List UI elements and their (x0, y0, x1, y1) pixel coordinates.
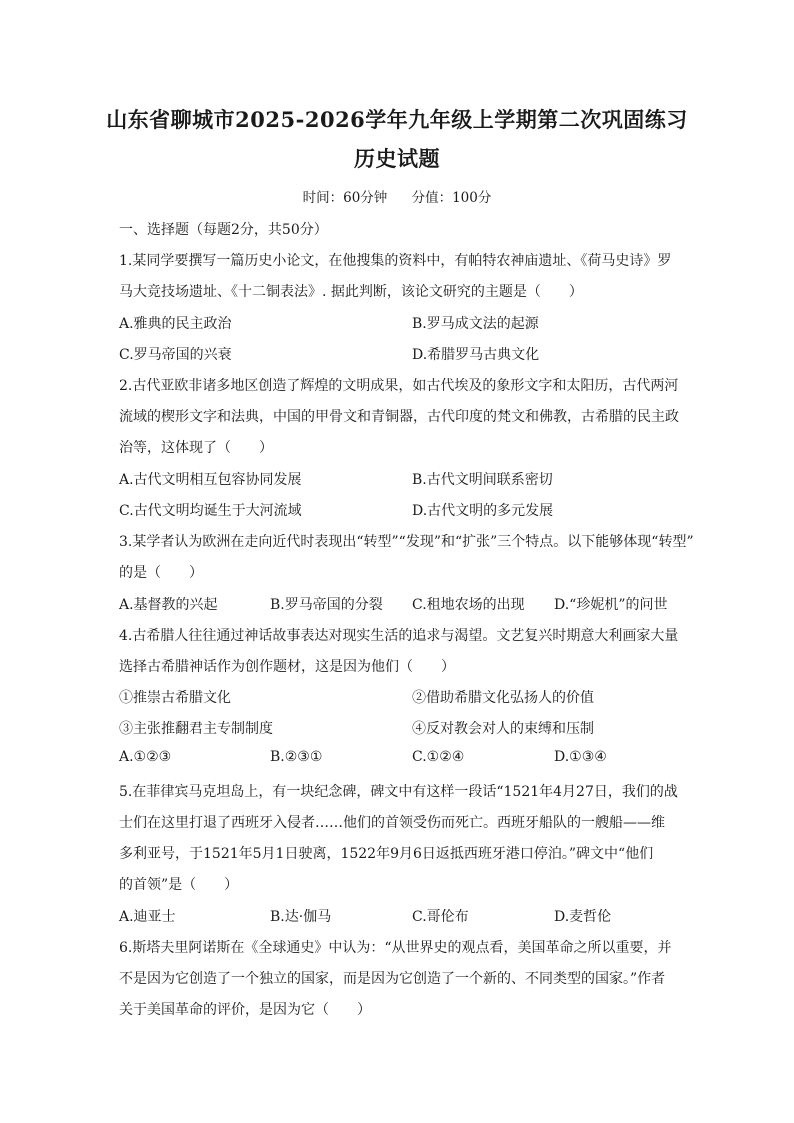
exam-subtitle: 历史试题 (354, 146, 440, 171)
question-1-line-2: 马大竞技场遗址、《十二铜表法》. 据此判断，该论文研究的主题是（ ） (119, 284, 583, 300)
question-3-line-1: 3.某学者认为欧洲在走向近代时表现出“转型”“发现”和“扩张”三个特点。以下能够体现“转型” (119, 534, 694, 550)
question-5-option-b: B.达·伽马 (270, 909, 332, 925)
question-4-option-a: A.①②③ (119, 749, 172, 765)
question-5-line-3: 多利亚号，于1521年5月1日驶离，1522年9月6日返抵西班牙港口停泊。”碑文中“他们 (119, 846, 654, 862)
question-5-option-d: D.麦哲伦 (554, 909, 612, 925)
exam-score: 分值：100分 (411, 190, 492, 206)
question-4-item-1: ①推崇古希腊文化 (119, 690, 231, 706)
question-4-line-1: 4.古希腊人往往通过神话故事表达对现实生活的追求与渴望。文艺复兴时期意大利画家大量 (119, 628, 679, 644)
question-2-option-a: A.古代文明相互包容协同发展 (119, 472, 302, 488)
question-3-line-2: 的是（ ） (119, 565, 203, 581)
question-5-line-1: 5.在菲律宾马克坦岛上，有一块纪念碑，碑文中有这样一段话“1521年4月27日，我们的战 (119, 784, 678, 800)
question-3-option-c: C.租地农场的出现 (412, 597, 525, 613)
question-4-option-b: B.②③① (270, 749, 323, 765)
question-2-line-2: 流域的楔形文字和法典，中国的甲骨文和青铜器，古代印度的梵文和佛教，古希腊的民主政 (119, 409, 679, 425)
question-3-option-d: D.“珍妮机”的问世 (554, 597, 668, 613)
question-4-line-2: 选择古希腊神话作为创作题材，这是因为他们（ ） (119, 659, 455, 675)
question-2-line-3: 治等，这体现了（ ） (119, 440, 273, 456)
question-5-option-c: C.哥伦布 (412, 909, 469, 925)
question-4-option-d: D.①③④ (554, 749, 607, 765)
question-2-option-b: B.古代文明间联系密切 (412, 472, 553, 488)
question-6-line-1: 6.斯塔夫里阿诺斯在《全球通史》中认为：“从世界史的观点看，美国革命之所以重要，并 (119, 940, 672, 956)
question-2-option-c: C.古代文明均诞生于大河流域 (119, 503, 302, 519)
exam-meta (0, 186, 794, 206)
question-5-line-2: 士们在这里打退了西班牙入侵者……他们的首领受伤而死亡。西班牙船队的一艘船——维 (119, 815, 665, 831)
question-6-line-2: 不是因为它创造了一个独立的国家，而是因为它创造了一个新的、不同类型的国家。”作者 (119, 971, 666, 987)
exam-title: 山东省聊城市2025-2026学年九年级上学期第二次巩固练习 (106, 107, 688, 132)
question-1-option-b: B.罗马成文法的起源 (412, 316, 539, 332)
question-6-line-3: 关于美国革命的评价，是因为它（ ） (119, 1002, 371, 1018)
question-2-option-d: D.古代文明的多元发展 (412, 503, 554, 519)
question-4-item-4: ④反对教会对人的束缚和压制 (412, 721, 594, 737)
question-4-option-c: C.①②④ (412, 749, 465, 765)
question-4-item-2: ②借助希腊文化弘扬人的价值 (412, 690, 594, 706)
question-1-option-a: A.雅典的民主政治 (119, 316, 232, 332)
question-2-line-1: 2.古代亚欧非诸多地区创造了辉煌的文明成果，如古代埃及的象形文字和太阳历，古代两河 (119, 378, 679, 394)
question-1-option-d: D.希腊罗马古典文化 (412, 347, 540, 363)
question-5-option-a: A.迪亚士 (119, 909, 176, 925)
question-3-option-b: B.罗马帝国的分裂 (270, 597, 383, 613)
question-3-option-a: A.基督教的兴起 (119, 597, 218, 613)
section-heading: 一、选择题（每题2分，共50分） (119, 222, 328, 238)
question-1-option-c: C.罗马帝国的兴衰 (119, 347, 232, 363)
question-4-item-3: ③主张推翻君主专制制度 (119, 721, 273, 737)
exam-time: 时间：60分钟 (302, 190, 388, 206)
question-1-line-1: 1.某同学要撰写一篇历史小论文，在他搜集的资料中，有帕特农神庙遗址、《荷马史诗》罗 (119, 253, 672, 269)
question-5-line-4: 的首领”是（ ） (119, 877, 239, 893)
